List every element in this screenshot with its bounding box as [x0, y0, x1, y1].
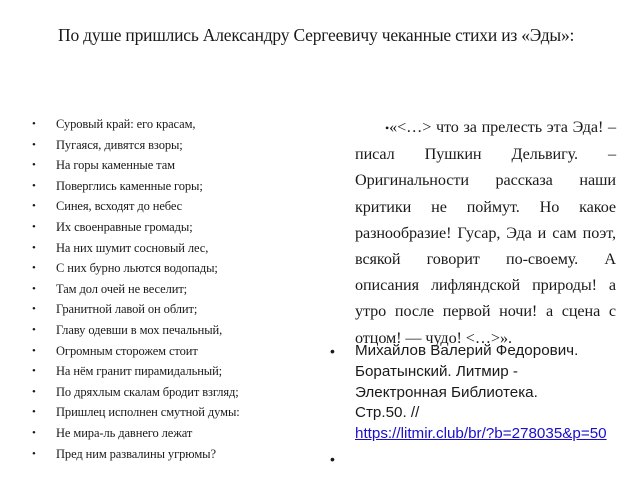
- poem-line: • С них бурно льются водопады;: [0, 258, 320, 279]
- quote-text: «<…> что за прелесть эта Эда! – писал Пушкин Дельвигу. – Оригинальности рассказа наши критики не поймут. Но какое разнообразие! Гусар, Эда и сам поэт, всякой говорит по-своему. А описания лифляндской природы! а утро после первой ночи! а сцена с отцом! — чудо! <…>».: [355, 118, 616, 347]
- bullet-icon: •: [385, 121, 390, 135]
- bullet-icon: •: [32, 406, 36, 419]
- bullet-icon: •: [32, 447, 36, 460]
- bullet-icon: •: [32, 323, 36, 336]
- poem-line: • На горы каменные там: [0, 155, 320, 176]
- bullet-icon: •: [32, 365, 36, 378]
- reference-title: Боратынский. Литмир -: [355, 362, 518, 380]
- poem-line: • Пришлец исполнен смутной думы:: [0, 402, 320, 423]
- bullet-icon: •: [330, 450, 335, 467]
- poem-line: • На них шумит сосновый лес,: [0, 238, 320, 259]
- bullet-icon: •: [32, 303, 36, 316]
- poem-line: • Пугаяся, дивятся взоры;: [0, 135, 320, 156]
- bullet-icon: •: [32, 138, 36, 151]
- bullet-icon: •: [330, 343, 335, 359]
- bullet-icon: •: [32, 200, 36, 213]
- poem-line: • Огромным сторожем стоит: [0, 341, 320, 362]
- poem-line: • Гранитной лавой он облит;: [0, 299, 320, 320]
- bullet-icon: •: [32, 179, 36, 192]
- poem-line: • Синея, всходят до небес: [0, 196, 320, 217]
- empty-list-item: [0, 449, 615, 469]
- bullet-icon: •: [32, 159, 36, 172]
- poem-line: • Поверглись каменные горы;: [0, 176, 320, 197]
- bullet-icon: •: [32, 344, 36, 357]
- poem-line: • Их своенравные громады;: [0, 217, 320, 238]
- poem-line: • Пред ним развалины угрюмы?: [0, 444, 320, 465]
- intro-paragraph: По душе пришлись Александру Сергеевичу чеканные стихи из «Эды»:: [58, 25, 575, 45]
- reference-page: Стр.50. //: [355, 404, 420, 422]
- bullet-icon: •: [32, 282, 36, 295]
- bullet-icon: •: [32, 118, 36, 130]
- reference-publisher: Электронная Библиотека.: [355, 383, 538, 401]
- pushkin-quote-paragraph: [355, 114, 616, 351]
- bullet-icon: •: [32, 426, 36, 439]
- poem-line: • По дряхлым скалам бродит взгляд;: [0, 382, 320, 403]
- bullet-icon: •: [32, 241, 36, 254]
- poem-line: • Не мира-ль давнего лежат: [0, 423, 320, 444]
- poem-line: • Там дол очей не веселит;: [0, 279, 320, 300]
- reference-item: [0, 341, 615, 445]
- bullet-icon: •: [32, 262, 36, 275]
- bullet-icon: •: [32, 220, 36, 233]
- poem-line: • Суровый край: его красам,: [0, 114, 320, 135]
- poem-line: • Главу одевши в мох печальный,: [0, 320, 320, 341]
- bullet-icon: •: [32, 385, 36, 398]
- reference-author: Михайлов Валерий Федорович.: [355, 342, 579, 359]
- reference-list: [0, 341, 640, 469]
- poem-line: • На нём гранит пирамидальный;: [0, 361, 320, 382]
- reference-link[interactable]: https://litmir.club/br/?b=278035&p=50: [355, 425, 607, 443]
